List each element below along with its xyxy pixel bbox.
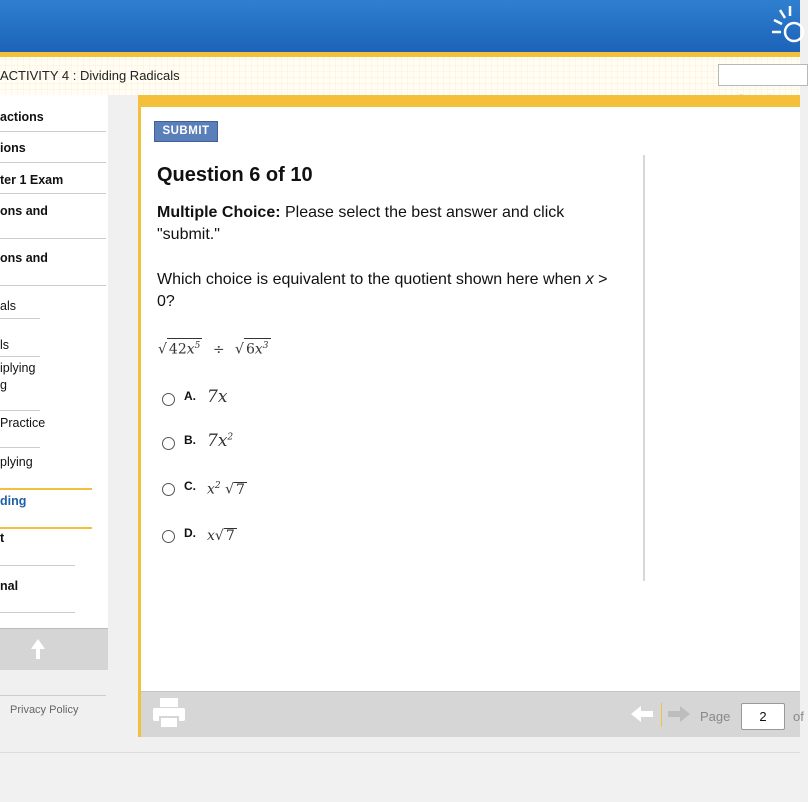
sidebar-item-active[interactable]: ding (0, 494, 27, 508)
choice-letter: D. (184, 526, 196, 540)
question-panel (141, 107, 800, 691)
question-text (157, 269, 627, 313)
radical-sign-icon: √ (225, 481, 235, 498)
page-label: Page (700, 709, 731, 724)
sidebar-divider (0, 447, 40, 448)
sidebar-divider (0, 238, 106, 239)
sidebar-scroll-up-button[interactable] (0, 628, 108, 670)
sidebar-divider (0, 356, 40, 357)
question-text-part: > 0? (157, 271, 608, 310)
radicand: $6x^3$ (244, 338, 271, 358)
sidebar-item[interactable]: ons and (0, 251, 48, 265)
sidebar-divider (0, 162, 106, 163)
sidebar-divider (0, 318, 40, 319)
sidebar-divider (0, 565, 75, 566)
choice-letter: B. (184, 433, 196, 447)
lesson-sidebar (0, 95, 108, 670)
sidebar-item[interactable]: plying (0, 455, 33, 469)
question-text-part: Which choice is equivalent to the quotient shown here when (157, 271, 586, 288)
sidebar-divider (0, 410, 40, 411)
nav-divider (661, 703, 662, 727)
choice-letter: A. (184, 389, 196, 403)
forward-arrow-icon[interactable] (668, 706, 690, 722)
privacy-policy-link[interactable]: Privacy Policy (10, 704, 79, 716)
choice-value: 7x (207, 387, 228, 407)
sidebar-divider (0, 193, 106, 194)
choice-value: $7x^2$ (207, 431, 234, 451)
choice-value: x√ 7 (207, 528, 235, 544)
sidebar-divider (0, 285, 106, 286)
back-arrow-icon[interactable] (631, 706, 653, 722)
question-variable: x (585, 271, 594, 288)
arrow-up-icon (30, 638, 46, 660)
divide-operator: ÷ (212, 341, 225, 358)
sidebar-item[interactable]: actions (0, 110, 44, 124)
choice-letter: C. (184, 479, 196, 493)
radio-button[interactable] (162, 437, 175, 450)
sidebar-item[interactable]: als (0, 299, 16, 313)
sidebar-item[interactable]: ons and (0, 204, 48, 218)
sidebar-item[interactable]: nal (0, 579, 19, 593)
search-input[interactable] (718, 64, 808, 86)
print-icon[interactable] (152, 697, 186, 729)
radio-button[interactable] (162, 483, 175, 496)
sidebar-item[interactable]: t (0, 531, 5, 545)
activity-header (0, 57, 800, 95)
sidebar-item[interactable]: Practice (0, 416, 46, 430)
sidebar-item[interactable]: iplying g (0, 361, 36, 392)
radical-sign-icon: √ (158, 341, 167, 358)
sidebar-item[interactable]: ions (0, 141, 26, 155)
sidebar-divider (0, 527, 92, 529)
page-of-label: of (793, 709, 804, 724)
question-title: Question 6 of 10 (157, 164, 313, 186)
radio-button[interactable] (162, 530, 175, 543)
page-number-input[interactable]: 2 (741, 703, 785, 730)
logo-icon (770, 2, 800, 46)
page-footer (0, 752, 800, 802)
instructions (157, 202, 627, 246)
submit-button[interactable]: SUBMIT (154, 121, 218, 142)
content-divider (643, 155, 645, 581)
sidebar-item[interactable]: ls (0, 338, 10, 352)
radical-expression (158, 338, 271, 364)
radicand: $42x^5$ (167, 338, 202, 358)
radio-button[interactable] (162, 393, 175, 406)
instructions-label: Multiple Choice: (157, 204, 281, 221)
activity-title: ACTIVITY 4 : Dividing Radicals (0, 68, 180, 83)
footer-divider (0, 695, 106, 696)
choice-value: $x^2$ √ 7 (207, 481, 245, 498)
sidebar-item[interactable]: ter 1 Exam (0, 173, 64, 187)
top-banner (0, 0, 800, 52)
sidebar-divider (0, 612, 75, 613)
radical-sign-icon: √ (214, 528, 224, 544)
radical-sign-icon: √ (235, 341, 244, 358)
instructions-text: Please select the best answer and click "submit." (157, 204, 565, 243)
sidebar-divider (0, 131, 106, 132)
sidebar-divider (0, 488, 92, 490)
